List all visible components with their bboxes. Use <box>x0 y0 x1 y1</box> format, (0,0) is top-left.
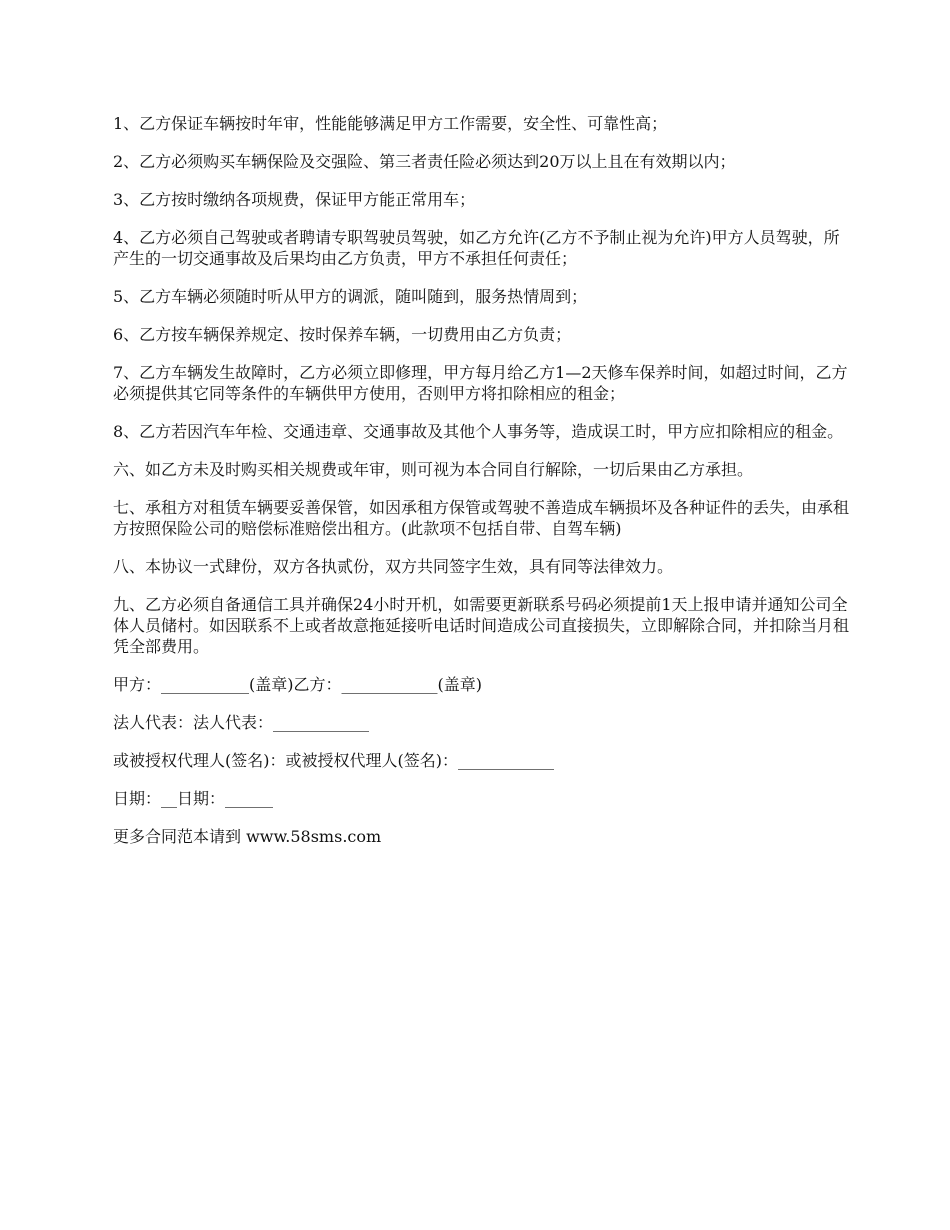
signature-party-line: 甲方：___________(盖章)乙方：____________(盖章) <box>113 675 482 694</box>
signature-agent-line: 或被授权代理人(签名)：或被授权代理人(签名)：____________ <box>113 751 554 770</box>
clause-3: 3、乙方按时缴纳各项规费，保证甲方能正常用车； <box>113 190 476 209</box>
clause-5: 5、乙方车辆必须随时听从甲方的调派，随叫随到，服务热情周到； <box>113 287 588 306</box>
clause-1: 1、乙方保证车辆按时年审，性能能够满足甲方工作需要，安全性、可靠性高； <box>113 114 668 133</box>
footer-more-templates: 更多合同范本请到 www.58sms.com <box>113 827 382 846</box>
clause-6: 6、乙方按车辆保养规定、按时保养车辆，一切费用由乙方负责； <box>113 325 572 344</box>
clause-2: 2、乙方必须购买车辆保险及交强险、第三者责任险必须达到20万以上且在有效期以内； <box>113 152 736 171</box>
document-body <box>113 113 853 864</box>
section-nine: 九、乙方必须自备通信工具并确保24小时开机，如需要更新联系号码必须提前1天上报申请并通知公司全体人员储村。如因联系不上或者故意拖延接听电话时间造成公司直接损失，立即解除合同，并扣除当月租凭全部费用。 <box>113 595 850 656</box>
signature-legal-rep-line: 法人代表：法人代表：____________ <box>113 713 370 732</box>
clause-8: 8、乙方若因汽车年检、交通违章、交通事故及其他个人事务等，造成误工时，甲方应扣除相应的租金。 <box>113 422 844 441</box>
clause-4: 4、乙方必须自己驾驶或者聘请专职驾驶员驾驶，如乙方允许(乙方不予制止视为允许)甲方人员驾驶，所产生的一切交通事故及后果均由乙方负责，甲方不承担任何责任； <box>113 228 840 268</box>
signature-date-line: 日期：__日期：______ <box>113 789 274 808</box>
section-eight: 八、本协议一式肆份，双方各执贰份，双方共同签字生效，具有同等法律效力。 <box>113 557 674 576</box>
clause-7: 7、乙方车辆发生故障时，乙方必须立即修理，甲方每月给乙方1—2天修车保养时间，如超过时间，乙方必须提供其它同等条件的车辆供甲方使用，否则甲方将扣除相应的租金； <box>113 363 848 403</box>
section-six: 六、如乙方未及时购买相关规费或年审，则可视为本合同自行解除，一切后果由乙方承担。 <box>113 460 754 479</box>
section-seven: 七、承租方对租赁车辆要妥善保管，如因承租方保管或驾驶不善造成车辆损坏及各种证件的丢失，由承租方按照保险公司的赔偿标准赔偿出租方。(此款项不包括自带、自驾车辆) <box>113 498 850 538</box>
